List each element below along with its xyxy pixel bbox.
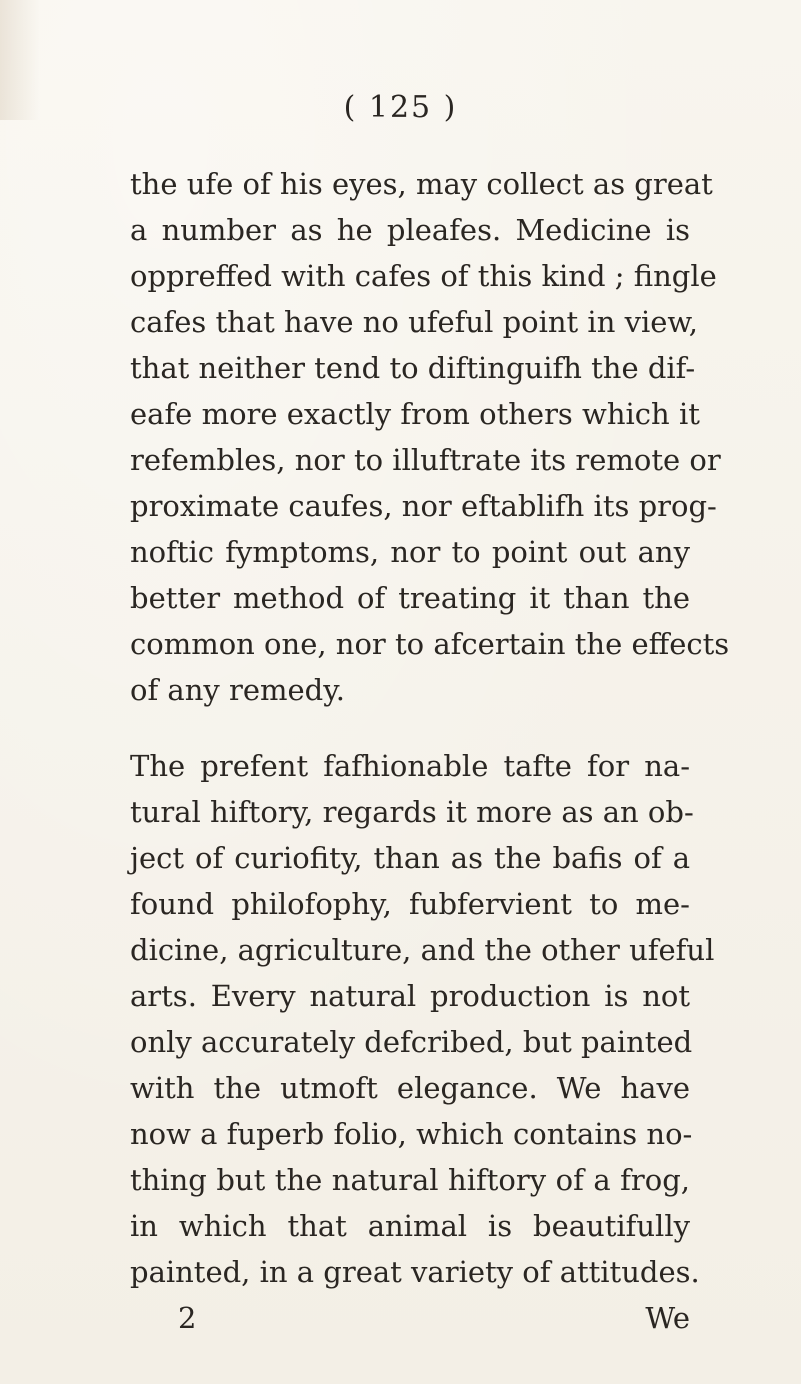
text-line: dicine, agriculture, and the other ufeful	[130, 933, 715, 967]
catchword: We	[645, 1301, 690, 1335]
text-line: of any remedy.	[130, 673, 345, 707]
text-line: thing but the natural hiftory of a frog,	[130, 1163, 690, 1197]
text-line: refembles, nor to illuftrate its remote or	[130, 443, 721, 477]
text-line: in which that animal is beautifully	[130, 1209, 690, 1243]
text-line: proximate caufes, nor eftablifh its prog-	[130, 489, 717, 523]
text-line: better method of treating it than the	[130, 581, 690, 615]
text-line: common one, nor to afcertain the effects	[130, 627, 730, 661]
text-line: oppreffed with cafes of this kind ; fingle	[130, 259, 717, 293]
text-line: only accurately defcribed, but painted	[130, 1025, 693, 1059]
text-line: now a fuperb folio, which contains no-	[130, 1117, 693, 1151]
text-line: that neither tend to diftinguifh the dif-	[130, 351, 696, 385]
text-line: found philofophy, fubfervient to me-	[130, 887, 690, 921]
paragraph-first-line: The prefent fafhionable tafte for na-	[130, 749, 690, 783]
text-line: tural hiftory, regards it more as an ob-	[130, 795, 694, 829]
page-number: ( 125 )	[343, 90, 458, 125]
text-line: ject of curiofity, than as the bafis of a	[130, 841, 690, 875]
footer-row	[130, 1300, 690, 1336]
text-line: cafes that have no ufeful point in view,	[130, 305, 699, 339]
text-line: noftic fymptoms, nor to point out any	[130, 535, 690, 569]
text-line: painted, in a great variety of attitudes.	[130, 1255, 700, 1289]
text-line: with the utmoft elegance. We have	[130, 1071, 690, 1105]
text-line: eafe more exactly from others which it	[130, 397, 700, 431]
text-line: arts. Every natural production is not	[130, 979, 690, 1013]
text-line: the ufe of his eyes, may collect as great	[130, 167, 713, 201]
text-line: a number as he pleafes. Medicine is	[130, 213, 690, 247]
signature-mark: 2	[178, 1301, 197, 1335]
